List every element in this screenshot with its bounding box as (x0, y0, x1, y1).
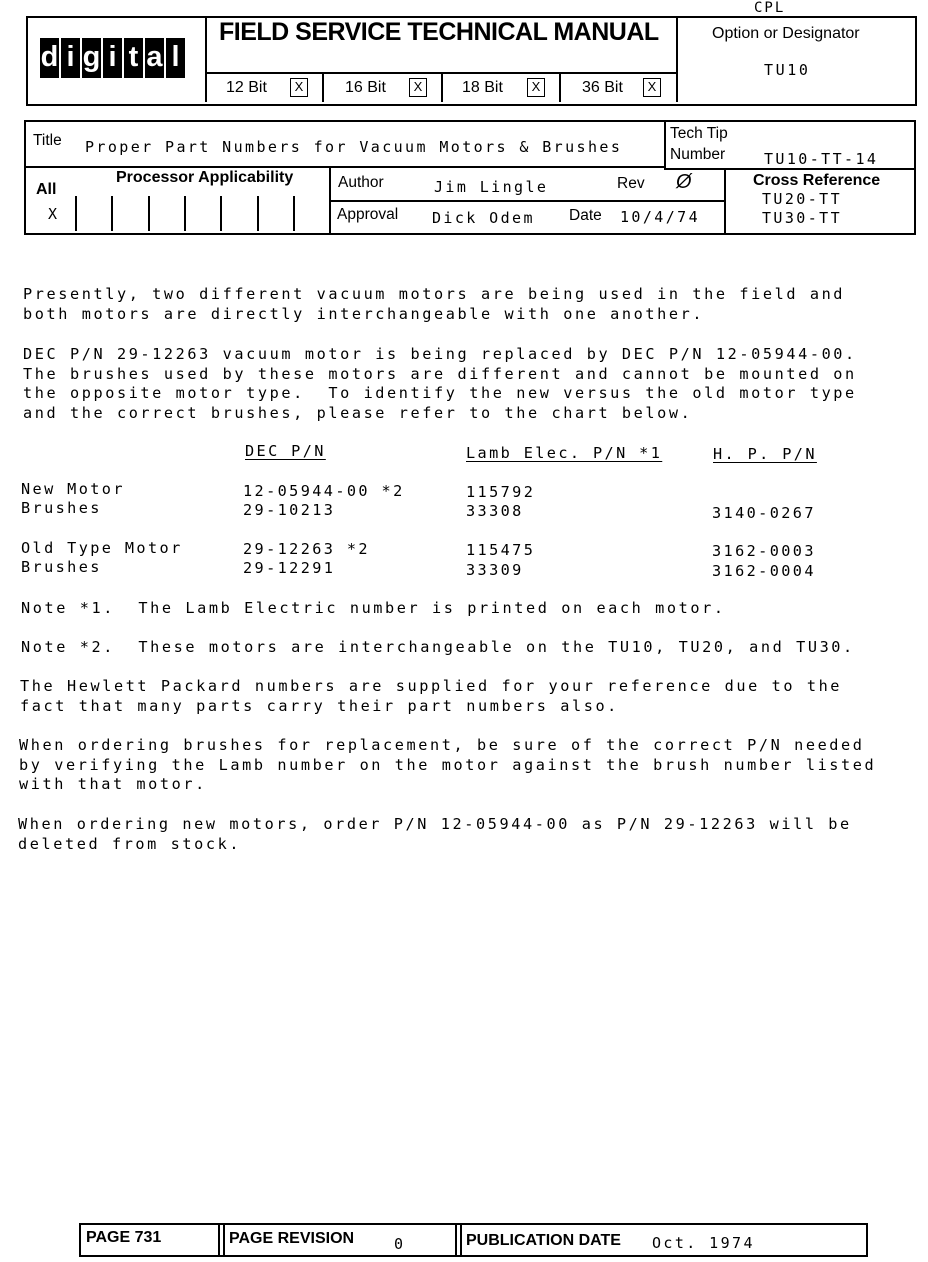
bit-16-checkbox: X (409, 78, 427, 97)
author-label: Author (338, 174, 384, 191)
author-value: Jim Lingle (434, 178, 549, 196)
all-mark: X (48, 205, 58, 223)
bit-12-label: 12 Bit (226, 79, 267, 96)
manual-title: FIELD SERVICE TECHNICAL MANUAL (219, 18, 659, 46)
bit-36-checkbox: X (643, 78, 661, 97)
table-row-label: Brushes (21, 558, 102, 576)
table-row-label: Brushes (21, 499, 102, 517)
table-header-lamb: Lamb Elec. P/N *1 (466, 444, 663, 462)
title-value: Proper Part Numbers for Vacuum Motors & Brushes (85, 138, 623, 156)
date-label: Date (569, 207, 602, 224)
number-label: Number (670, 146, 726, 163)
option-value: TU10 (764, 61, 811, 79)
table-row-label: New Motor (21, 480, 125, 498)
cross-reference-2: TU30-TT (762, 209, 843, 227)
table-row-dec: 29-12263 *2 (243, 540, 370, 558)
paragraph-ordering-brushes: When ordering brushes for replacement, be sure of the correct P/N needed by verifying the Lamb number on the motor against the brush number listed with that motor. (19, 736, 877, 793)
approval-label: Approval (337, 206, 399, 223)
table-row-label: Old Type Motor (21, 539, 183, 557)
table-row-hp: 3162-0004 (712, 562, 816, 580)
table-row-lamb: 33309 (466, 561, 524, 579)
cross-reference-label: Cross Reference (753, 172, 881, 189)
page-revision-value: 0 (394, 1235, 404, 1253)
table-header-dec: DEC P/N (245, 442, 326, 460)
processor-applicability-label: Processor Applicability (116, 169, 294, 186)
page-revision-label: PAGE REVISION (229, 1230, 355, 1247)
bit-18-checkbox: X (527, 78, 545, 97)
paragraph-replacement: DEC P/N 29-12263 vacuum motor is being replaced by DEC P/N 12-05944-00. The brushes used by these motors are different and cannot be mounted on the opposite motor type. To identify the new versus the old motor type and the correct brushes, please refer to the chart below. (23, 345, 857, 422)
table-row-dec: 12-05944-00 *2 (243, 482, 405, 500)
table-row-dec: 29-12291 (243, 559, 336, 577)
rev-value: Ø (676, 171, 692, 193)
publication-date-label: PUBLICATION DATE (466, 1232, 621, 1249)
table-row-hp: 3162-0003 (712, 542, 816, 560)
table-row-dec: 29-10213 (243, 501, 336, 519)
all-label: All (36, 181, 57, 198)
rev-label: Rev (617, 175, 645, 192)
date-value: 10/4/74 (620, 208, 701, 226)
table-row-lamb: 33308 (466, 502, 524, 520)
bit-18-label: 18 Bit (462, 79, 503, 96)
table-row-lamb: 115792 (466, 483, 536, 501)
table-header-hp: H. P. P/N (713, 445, 817, 463)
bit-12-checkbox: X (290, 78, 308, 97)
note-2: Note *2. These motors are interchangeable on the TU10, TU20, and TU30. (21, 638, 855, 656)
title-label: Title (33, 132, 62, 149)
tech-tip-number: TU10-TT-14 (764, 150, 879, 168)
paragraph-ordering-motors: When ordering new motors, order P/N 12-05944-00 as P/N 29-12263 will be deleted from stock. (18, 815, 852, 853)
publication-date-value: Oct. 1974 (652, 1234, 755, 1252)
digital-logo: d i g i t a l (40, 38, 185, 78)
page-number: PAGE 731 (86, 1229, 162, 1246)
bit-36-label: 36 Bit (582, 79, 623, 96)
table-row-hp: 3140-0267 (712, 504, 816, 522)
cpl-mark: CPL (754, 0, 786, 16)
paragraph-intro: Presently, two different vacuum motors are being used in the field and both motors are directly interchangeable with one another. (23, 285, 846, 323)
tech-tip-label: Tech Tip (670, 125, 728, 142)
table-row-lamb: 115475 (466, 541, 536, 559)
cross-reference-1: TU20-TT (762, 190, 843, 208)
option-label: Option or Designator (712, 25, 860, 42)
paragraph-hp-numbers: The Hewlett Packard numbers are supplied for your reference due to the fact that many parts carry their part numbers also. (20, 677, 843, 715)
bit-16-label: 16 Bit (345, 79, 386, 96)
note-1: Note *1. The Lamb Electric number is printed on each motor. (21, 599, 726, 617)
approval-value: Dick Odem (432, 209, 535, 227)
